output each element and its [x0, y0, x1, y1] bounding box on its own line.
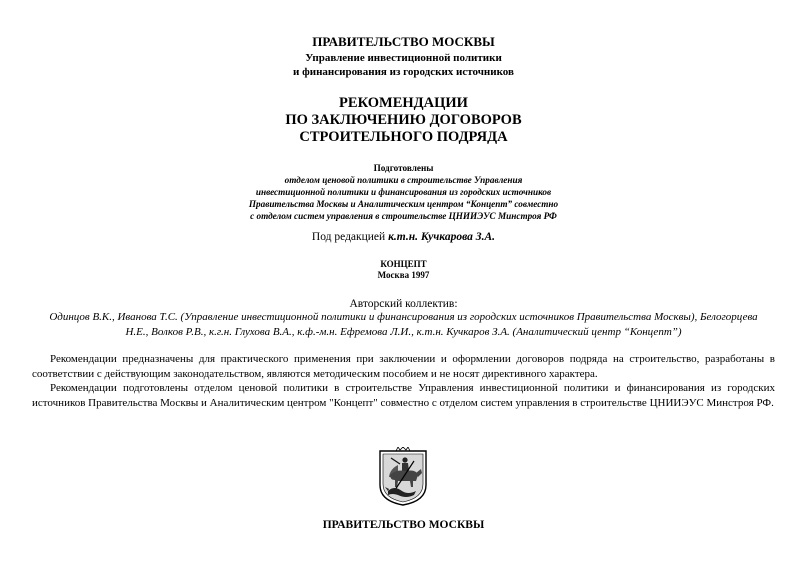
authors-list — [30, 310, 777, 340]
body-paragraph-2: Рекомендации подготовлены отделом ценовой политики в строительстве Управления инвестиционной политики и финансирования из городских источников Правительства Москвы и Аналитическим центром "Концепт" совместно с отделом систем управления в строительстве ЦНИИЭУС Минстроя РФ. — [32, 382, 775, 409]
authors-line-2: Н.Е., Волков Р.В., к.г.н. Глухова В.А., к.ф.-м.н. Ефремова Л.И., к.т.н. Кучкаров З.А. (Аналитический центр “Концепт”) — [125, 326, 682, 338]
prepared-label: Подготовлены — [373, 163, 434, 173]
prepared-line-4: с отделом систем управления в строительстве ЦНИИЭУС Минстроя РФ — [250, 211, 557, 221]
department-line-2: и финансирования из городских источников — [293, 66, 514, 78]
organization-name: ПРАВИТЕЛЬСТВО МОСКВЫ — [312, 34, 495, 49]
editor-name: к.т.н. Кучкарова З.А. — [388, 231, 496, 243]
editor-prefix: Под редакцией — [311, 231, 389, 243]
moscow-coat-of-arms-icon — [376, 447, 430, 507]
department-line-1: Управление инвестиционной политики — [305, 52, 502, 64]
prepared-line-1: отделом ценовой политики в строительстве Управления — [284, 175, 523, 185]
department-name — [0, 51, 807, 79]
authors-line-1: Одинцов В.К., Иванова Т.С. (Управление инвестиционной политики и финансирования из городских источников Правительства Москвы), Белогорцева — [49, 311, 758, 323]
prepared-line-2: инвестиционной политики и финансирования из городских источников — [255, 187, 552, 197]
publisher-name: КОНЦЕПТ — [380, 259, 427, 269]
title-line-1: РЕКОМЕНДАЦИИ — [339, 95, 468, 111]
title-line-3: СТРОИТЕЛЬНОГО ПОДРЯДА — [299, 129, 508, 145]
footer-organization-name: ПРАВИТЕЛЬСТВО МОСКВЫ — [322, 519, 485, 531]
prepared-line-3: Правительства Москвы и Аналитическим центром “Концепт” совместно — [248, 199, 559, 209]
title-line-2: ПО ЗАКЛЮЧЕНИЮ ДОГОВОРОВ — [285, 112, 522, 128]
authors-heading: Авторский коллектив: — [349, 298, 458, 310]
coat-of-arms-graphic — [376, 447, 430, 507]
document-title — [0, 95, 807, 146]
editor-line — [0, 230, 807, 244]
publisher-block — [0, 259, 807, 281]
publisher-place-year: Москва 1997 — [377, 270, 430, 280]
prepared-by-block — [0, 162, 807, 222]
body-paragraph-1: Рекомендации предназначены для практического применения при заключении и оформлении договоров подряда на строительство, разработаны в соответствии с действующим законодательством, являются методическим пособием и не носят директивного характера. — [32, 353, 775, 380]
